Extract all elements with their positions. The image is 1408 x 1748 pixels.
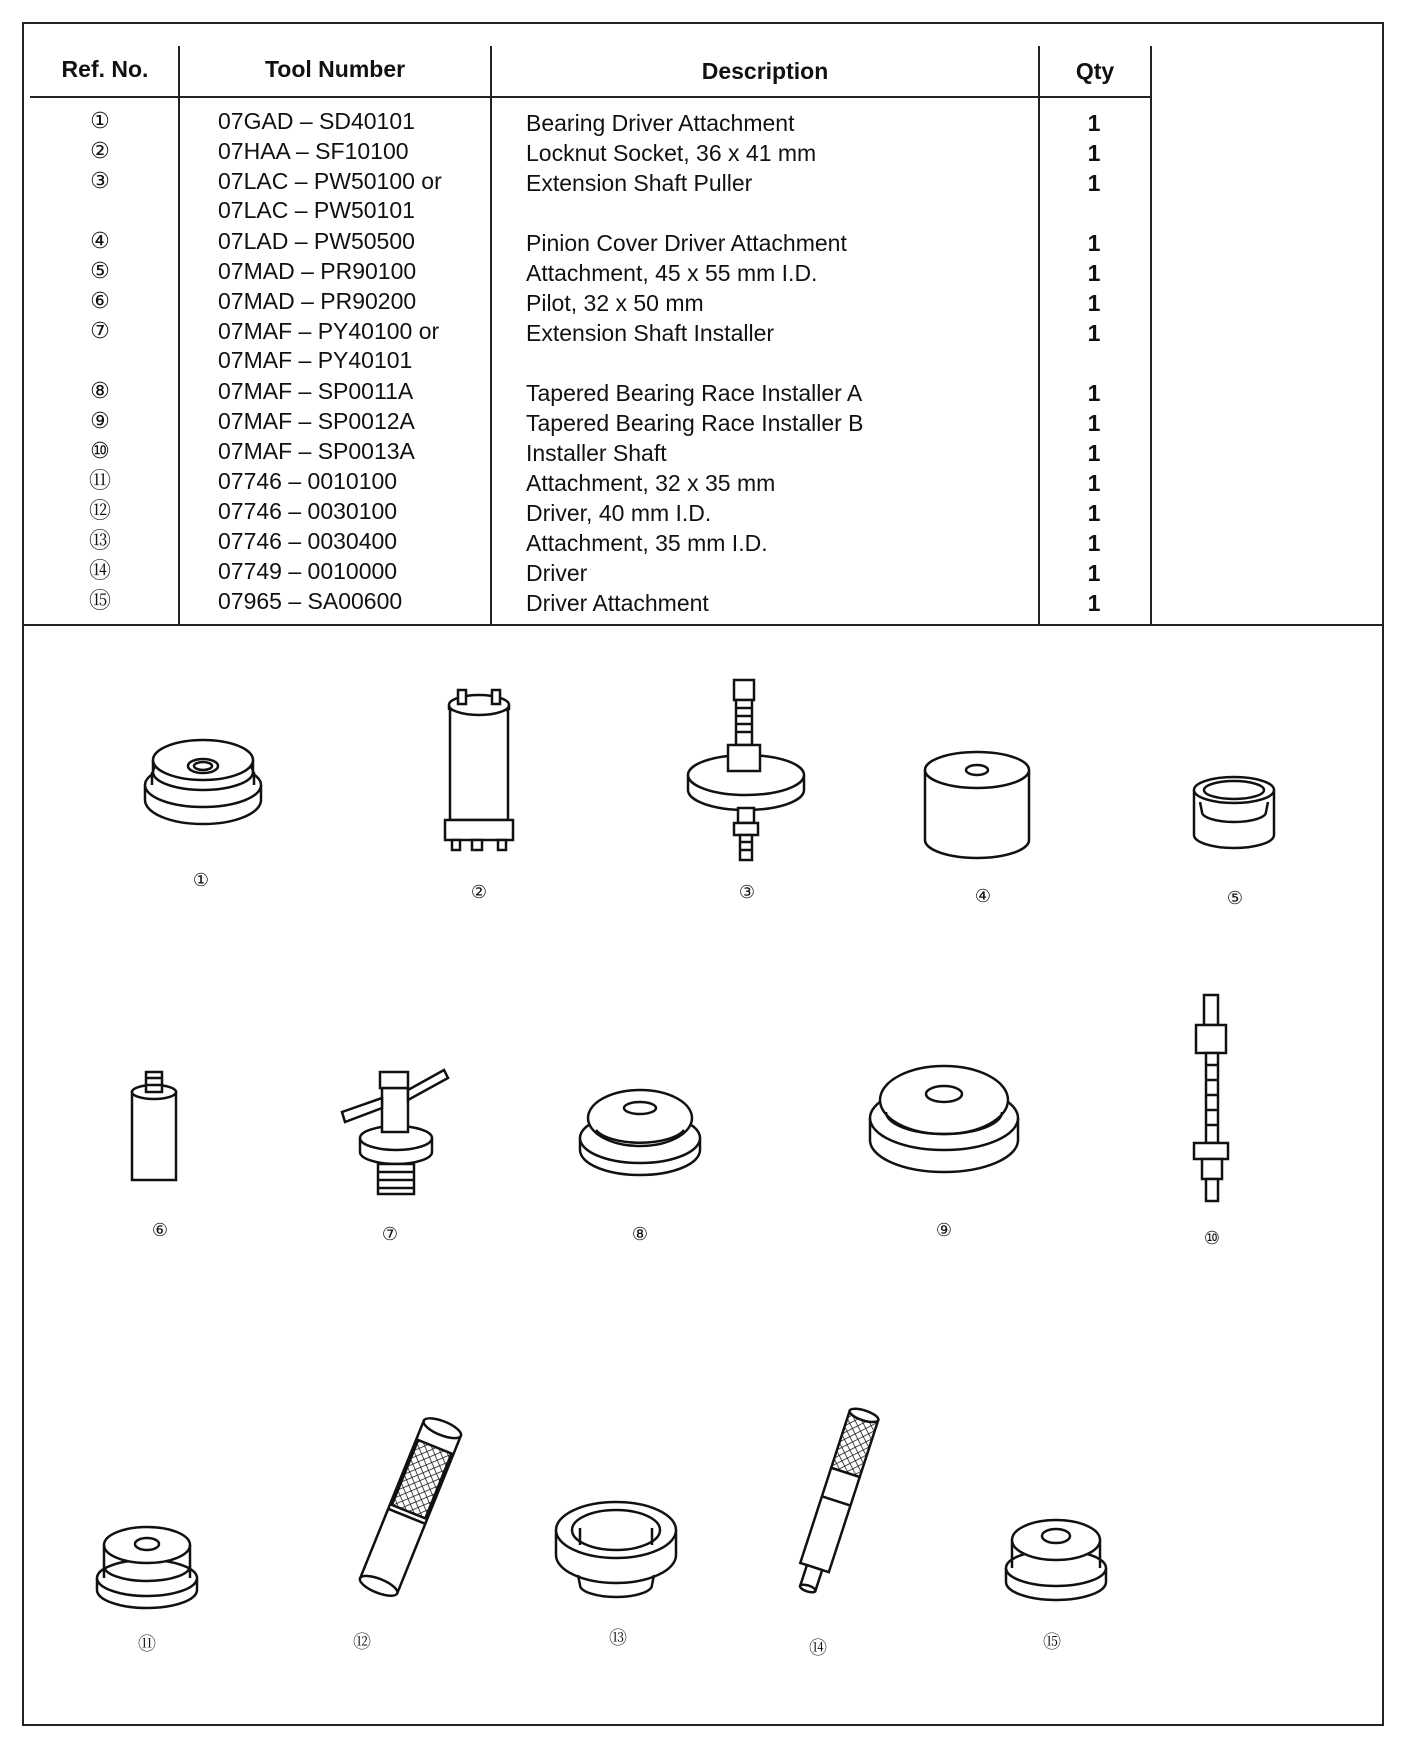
row-description: Locknut Socket, 36 x 41 mm [526, 140, 817, 166]
row-tool-number: 07MAF – SP0011A [218, 378, 414, 404]
row-qty: 1 [1087, 590, 1101, 616]
row-tool-number-alt: 07LAC – PW50101 [218, 197, 415, 223]
table-bottom-rule [22, 624, 1384, 626]
header-qty: Qty [1075, 58, 1115, 84]
header-description: Description [701, 58, 829, 84]
row-tool-number: 07746 – 0030400 [218, 528, 398, 554]
row-qty: 1 [1087, 410, 1101, 436]
tool-14-label: ⑭ [809, 1638, 827, 1659]
tool-8-label: ⑧ [631, 1224, 649, 1245]
tool-6-label: ⑥ [151, 1220, 169, 1241]
tool-7-label: ⑦ [381, 1224, 399, 1245]
row-ref: ⑬ [88, 528, 111, 553]
row-tool-number: 07HAA – SF10100 [218, 138, 409, 164]
row-qty: 1 [1087, 140, 1101, 166]
row-description: Pilot, 32 x 50 mm [526, 290, 704, 316]
row-tool-number: 07MAF – SP0012A [218, 408, 415, 434]
row-qty: 1 [1087, 560, 1101, 586]
row-ref: ⑤ [90, 258, 110, 283]
tool-12-label: ⑫ [353, 1632, 371, 1653]
row-ref: ⑦ [90, 318, 110, 343]
row-ref: ⑪ [88, 468, 111, 493]
row-tool-number: 07MAD – PR90100 [218, 258, 417, 284]
row-ref: ⑥ [90, 288, 110, 313]
row-tool-number: 07LAD – PW50500 [218, 228, 415, 254]
row-description: Driver, 40 mm I.D. [526, 500, 712, 526]
row-ref: ⑨ [90, 408, 110, 433]
row-qty: 1 [1087, 320, 1101, 346]
row-description: Extension Shaft Puller [526, 170, 753, 196]
tool-15-label: ⑮ [1043, 1632, 1061, 1653]
row-qty: 1 [1087, 500, 1101, 526]
row-qty: 1 [1087, 470, 1101, 496]
tool-4-label: ④ [974, 886, 992, 907]
row-tool-number: 07MAF – PY40100 or [218, 318, 440, 344]
row-tool-number: 07749 – 0010000 [218, 558, 398, 584]
row-description: Bearing Driver Attachment [526, 110, 795, 136]
row-ref: ⑭ [88, 558, 111, 583]
tool-13-label: ⑬ [609, 1628, 627, 1649]
row-ref: ⑧ [90, 378, 110, 403]
row-description: Tapered Bearing Race Installer A [526, 380, 863, 406]
column-divider [1038, 46, 1040, 624]
row-tool-number: 07746 – 0010100 [218, 468, 398, 494]
tool-3-label: ③ [738, 882, 756, 903]
row-qty: 1 [1087, 170, 1101, 196]
row-ref: ⑮ [88, 588, 111, 613]
row-description: Attachment, 45 x 55 mm I.D. [526, 260, 818, 286]
row-ref: ③ [90, 168, 110, 193]
column-divider [490, 46, 492, 624]
row-tool-number: 07965 – SA00600 [218, 588, 403, 614]
row-description: Pinion Cover Driver Attachment [526, 230, 847, 256]
row-tool-number-alt: 07MAF – PY40101 [218, 347, 413, 373]
row-description: Installer Shaft [526, 440, 667, 466]
row-tool-number: 07GAD – SD40101 [218, 108, 415, 134]
tool-9-label: ⑨ [935, 1220, 953, 1241]
row-tool-number: 07LAC – PW50100 or [218, 168, 442, 194]
row-tool-number: 07746 – 0030100 [218, 498, 398, 524]
header-ref-no: Ref. No. [61, 56, 149, 82]
row-description: Extension Shaft Installer [526, 320, 775, 346]
row-qty: 1 [1087, 440, 1101, 466]
column-divider [178, 46, 180, 624]
row-ref: ④ [90, 228, 110, 253]
tool-2-label: ② [470, 882, 488, 903]
tool-11-label: ⑪ [138, 1634, 156, 1655]
row-description: Attachment, 32 x 35 mm [526, 470, 776, 496]
row-tool-number: 07MAF – SP0013A [218, 438, 415, 464]
tool-5-label: ⑤ [1226, 888, 1244, 909]
row-ref: ① [90, 108, 110, 133]
column-divider [1150, 46, 1152, 624]
tool-10-label: ⑩ [1203, 1228, 1221, 1249]
row-qty: 1 [1087, 290, 1101, 316]
header-rule [30, 96, 1152, 98]
header-tool-number: Tool Number [264, 56, 406, 82]
tool-1-label: ① [192, 870, 210, 891]
row-qty: 1 [1087, 230, 1101, 256]
row-ref: ⑫ [88, 498, 111, 523]
row-qty: 1 [1087, 380, 1101, 406]
row-description: Driver Attachment [526, 590, 709, 616]
row-ref: ② [90, 138, 110, 163]
row-qty: 1 [1087, 530, 1101, 556]
row-qty: 1 [1087, 260, 1101, 286]
row-description: Attachment, 35 mm I.D. [526, 530, 768, 556]
row-description: Tapered Bearing Race Installer B [526, 410, 864, 436]
row-tool-number: 07MAD – PR90200 [218, 288, 417, 314]
row-qty: 1 [1087, 110, 1101, 136]
row-ref: ⑩ [90, 438, 110, 463]
row-description: Driver [526, 560, 588, 586]
